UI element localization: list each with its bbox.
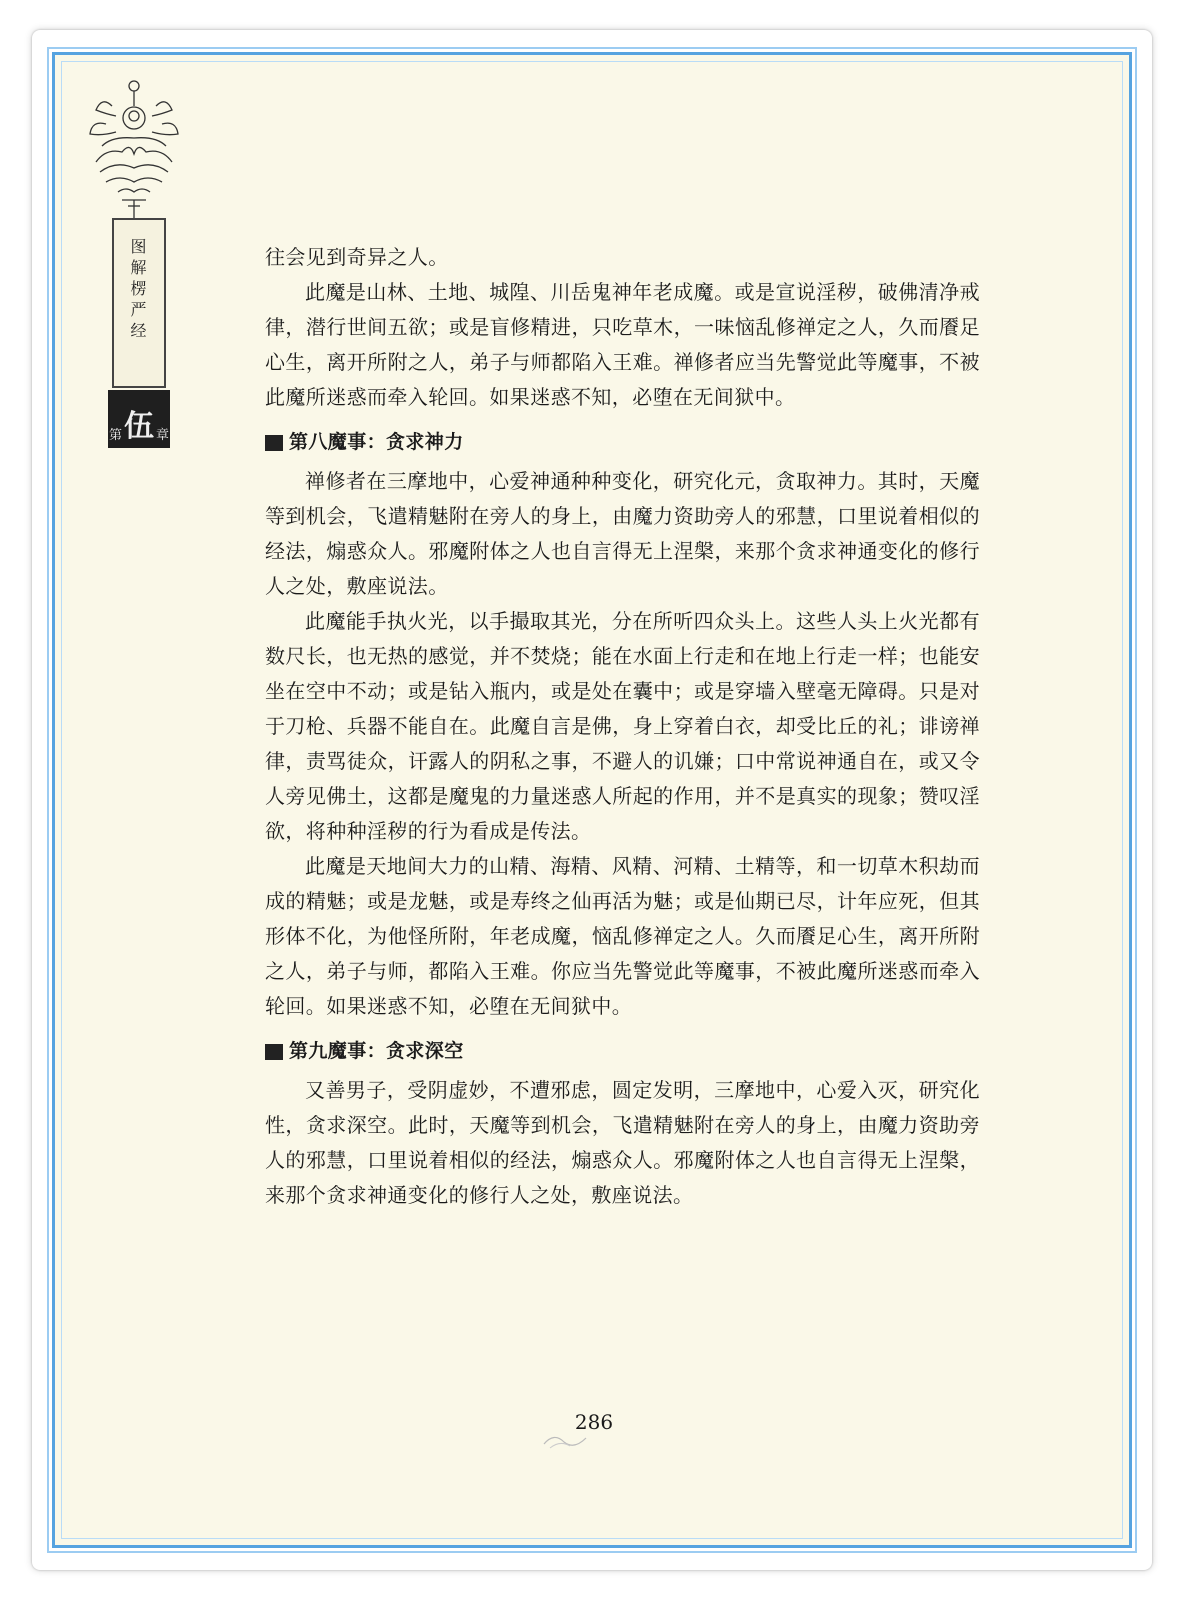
book-title: 图解楞严经 xyxy=(128,238,147,343)
section-heading-9-text: 第九魔事：贪求深空 xyxy=(289,1040,464,1062)
chapter-prefix: 第 xyxy=(108,428,122,443)
main-text xyxy=(265,240,980,1213)
heading-square-icon xyxy=(265,435,283,451)
chapter-suffix: 章 xyxy=(156,428,170,443)
section-heading-8 xyxy=(265,425,980,460)
footer-flourish-icon xyxy=(540,1426,590,1452)
chapter-number: 伍 xyxy=(124,409,154,444)
lotus-buddha-ornament-icon xyxy=(82,76,182,226)
paragraph-2: 禅修者在三摩地中，心爱神通种种变化，研究化元，贪取神力。其时，天魔等到机会，飞遣精魅附在旁人的身上，由魔力资助旁人的邪慧，口里说着相似的经法，煽惑众人。邪魔附体之人也自言得无上涅槃，来那个贪求神通变化的修行人之处，敷座说法。 xyxy=(265,469,980,598)
page-number: 286 xyxy=(574,1410,614,1434)
paragraph-1: 此魔是山林、土地、城隍、川岳鬼神年老成魔。或是宣说淫秽，破佛清净戒律，潜行世间五欲；或是盲修精进，只吃草木，一味恼乱修禅定之人，久而餍足心生，离开所附之人，弟子与师都陷入王难。禅修者应当先警觉此等魔事，不被此魔所迷惑而牵入轮回。如果迷惑不知，必堕在无间狱中。 xyxy=(265,280,980,409)
paragraph-3: 此魔能手执火光，以手撮取其光，分在所听四众头上。这些人头上火光都有数尺长，也无热的感觉，并不焚烧；能在水面上行走和在地上行走一样；也能安坐在空中不动；或是钻入瓶内，或是处在囊中；或是穿墙入壁毫无障碍。只是对于刀枪、兵器不能自在。此魔自言是佛，身上穿着白衣，却受比丘的礼；诽谤禅律，责骂徒众，讦露人的阴私之事，不避人的讥嫌；口中常说神通自在，或又令人旁见佛土，这都是魔鬼的力量迷惑人所起的作用，并不是真实的现象；赞叹淫欲，将种种淫秽的行为看成是传法。 xyxy=(265,609,980,843)
chapter-badge xyxy=(108,390,170,448)
section-heading-9 xyxy=(265,1034,980,1069)
intro-line: 往会见到奇异之人。 xyxy=(265,245,449,269)
side-tab-book-title xyxy=(112,218,166,388)
paragraph-4: 此魔是天地间大力的山精、海精、风精、河精、土精等，和一切草木积劫而成的精魅；或是龙魅，或是寿终之仙再活为魅；或是仙期已尽，计年应死，但其形体不化，为他怪所附，年老成魔，恼乱修禅定之人。久而餍足心生，离开所附之人，弟子与师，都陷入王难。你应当先警觉此等魔事，不被此魔所迷惑而牵入轮回。如果迷惑不知，必堕在无间狱中。 xyxy=(265,854,980,1018)
section-heading-8-text: 第八魔事：贪求神力 xyxy=(289,431,464,453)
heading-square-icon xyxy=(265,1044,283,1060)
paragraph-5: 又善男子，受阴虚妙，不遭邪虑，圆定发明，三摩地中，心爱入灭，研究化性，贪求深空。此时，天魔等到机会，飞遣精魅附在旁人的身上，由魔力资助旁人的邪慧，口里说着相似的经法，煽惑众人。邪魔附体之人也自言得无上涅槃，来那个贪求神通变化的修行人之处，敷座说法。 xyxy=(265,1078,980,1207)
